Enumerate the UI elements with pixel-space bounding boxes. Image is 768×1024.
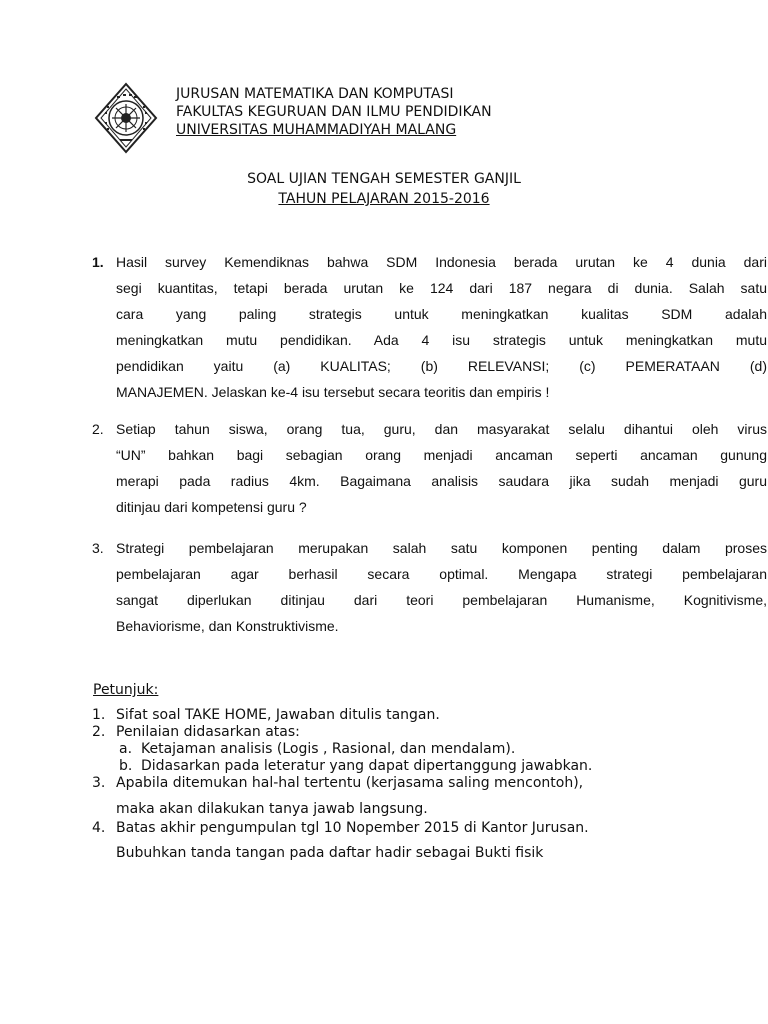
question-line: ditinjau dari kompetensi guru ? — [116, 499, 307, 515]
academic-year: TAHUN PELAJARAN 2015-2016 — [278, 191, 490, 207]
instruction-continuation: Bubuhkan tanda tangan pada daftar hadir sebagai Bukti fisik — [116, 845, 544, 861]
question-line: pembelajaran agar berhasil secara optimal. Mengapa strategi pembelajaran — [116, 566, 767, 582]
exam-title: SOAL UJIAN TENGAH SEMESTER GANJIL — [247, 171, 521, 187]
question-line: Setiap tahun siswa, orang tua, guru, dan masyarakat selalu dihantui oleh virus — [116, 421, 767, 437]
instruction-number: 4. — [92, 820, 106, 836]
institution-header — [176, 85, 492, 139]
question-line: cara yang paling strategis untuk meningkatkan kualitas SDM adalah — [116, 306, 767, 322]
question-line: segi kuantitas, tetapi berada urutan ke 124 dari 187 negara di dunia. Salah satu — [116, 280, 767, 296]
instruction-number: 1. — [92, 707, 106, 723]
instruction-subitem: Didasarkan pada leteratur yang dapat dipertanggung jawabkan. — [141, 758, 593, 774]
instruction-subitem: Ketajaman analisis (Logis , Rasional, dan mendalam). — [141, 741, 516, 757]
university-seal-logo — [93, 82, 159, 154]
university-name: UNIVERSITAS MUHAMMADIYAH MALANG — [176, 122, 457, 138]
question-line: pendidikan yaitu (a) KUALITAS; (b) RELEVANSI; (c) PEMERATAAN (d) — [116, 358, 767, 374]
question-line: “UN” bahkan bagi sebagian orang menjadi ancaman seperti ancaman gunung — [116, 447, 767, 463]
faculty-name: FAKULTAS KEGURUAN DAN ILMU PENDIDIKAN — [176, 104, 492, 120]
instruction-continuation: maka akan dilakukan tanya jawab langsung. — [116, 801, 428, 817]
question-line: Hasil survey Kemendiknas bahwa SDM Indonesia berada urutan ke 4 dunia dari — [116, 254, 767, 270]
instruction-item: Apabila ditemukan hal-hal tertentu (kerjasama saling mencontoh), — [116, 775, 584, 791]
instruction-number: 3. — [92, 775, 106, 791]
instruction-number: 2. — [92, 724, 106, 740]
question-line: Strategi pembelajaran merupakan salah satu komponen penting dalam proses — [116, 540, 767, 556]
instruction-item: Sifat soal TAKE HOME, Jawaban ditulis tangan. — [116, 707, 440, 723]
instruction-subnumber: a. — [119, 741, 133, 757]
question-line: meningkatkan mutu pendidikan. Ada 4 isu strategis untuk meningkatkan mutu — [116, 332, 767, 348]
instructions-heading: Petunjuk: — [93, 682, 159, 698]
question-number: 1. — [92, 254, 104, 270]
question-line: Behaviorisme, dan Konstruktivisme. — [116, 618, 339, 634]
question-line: merapi pada radius 4km. Bagaimana analisis saudara jika sudah menjadi guru — [116, 473, 767, 489]
instruction-item: Batas akhir pengumpulan tgl 10 Nopember 2015 di Kantor Jurusan. — [116, 820, 589, 836]
question-line: MANAJEMEN. Jelaskan ke-4 isu tersebut secara teoritis dan empiris ! — [116, 384, 550, 400]
instruction-subnumber: b. — [119, 758, 133, 774]
department-name: JURUSAN MATEMATIKA DAN KOMPUTASI — [176, 86, 454, 102]
instruction-item: Penilaian didasarkan atas: — [116, 724, 300, 740]
question-number: 3. — [92, 540, 104, 556]
question-number: 2. — [92, 421, 104, 437]
question-line: sangat diperlukan ditinjau dari teori pembelajaran Humanisme, Kognitivisme, — [116, 592, 767, 608]
